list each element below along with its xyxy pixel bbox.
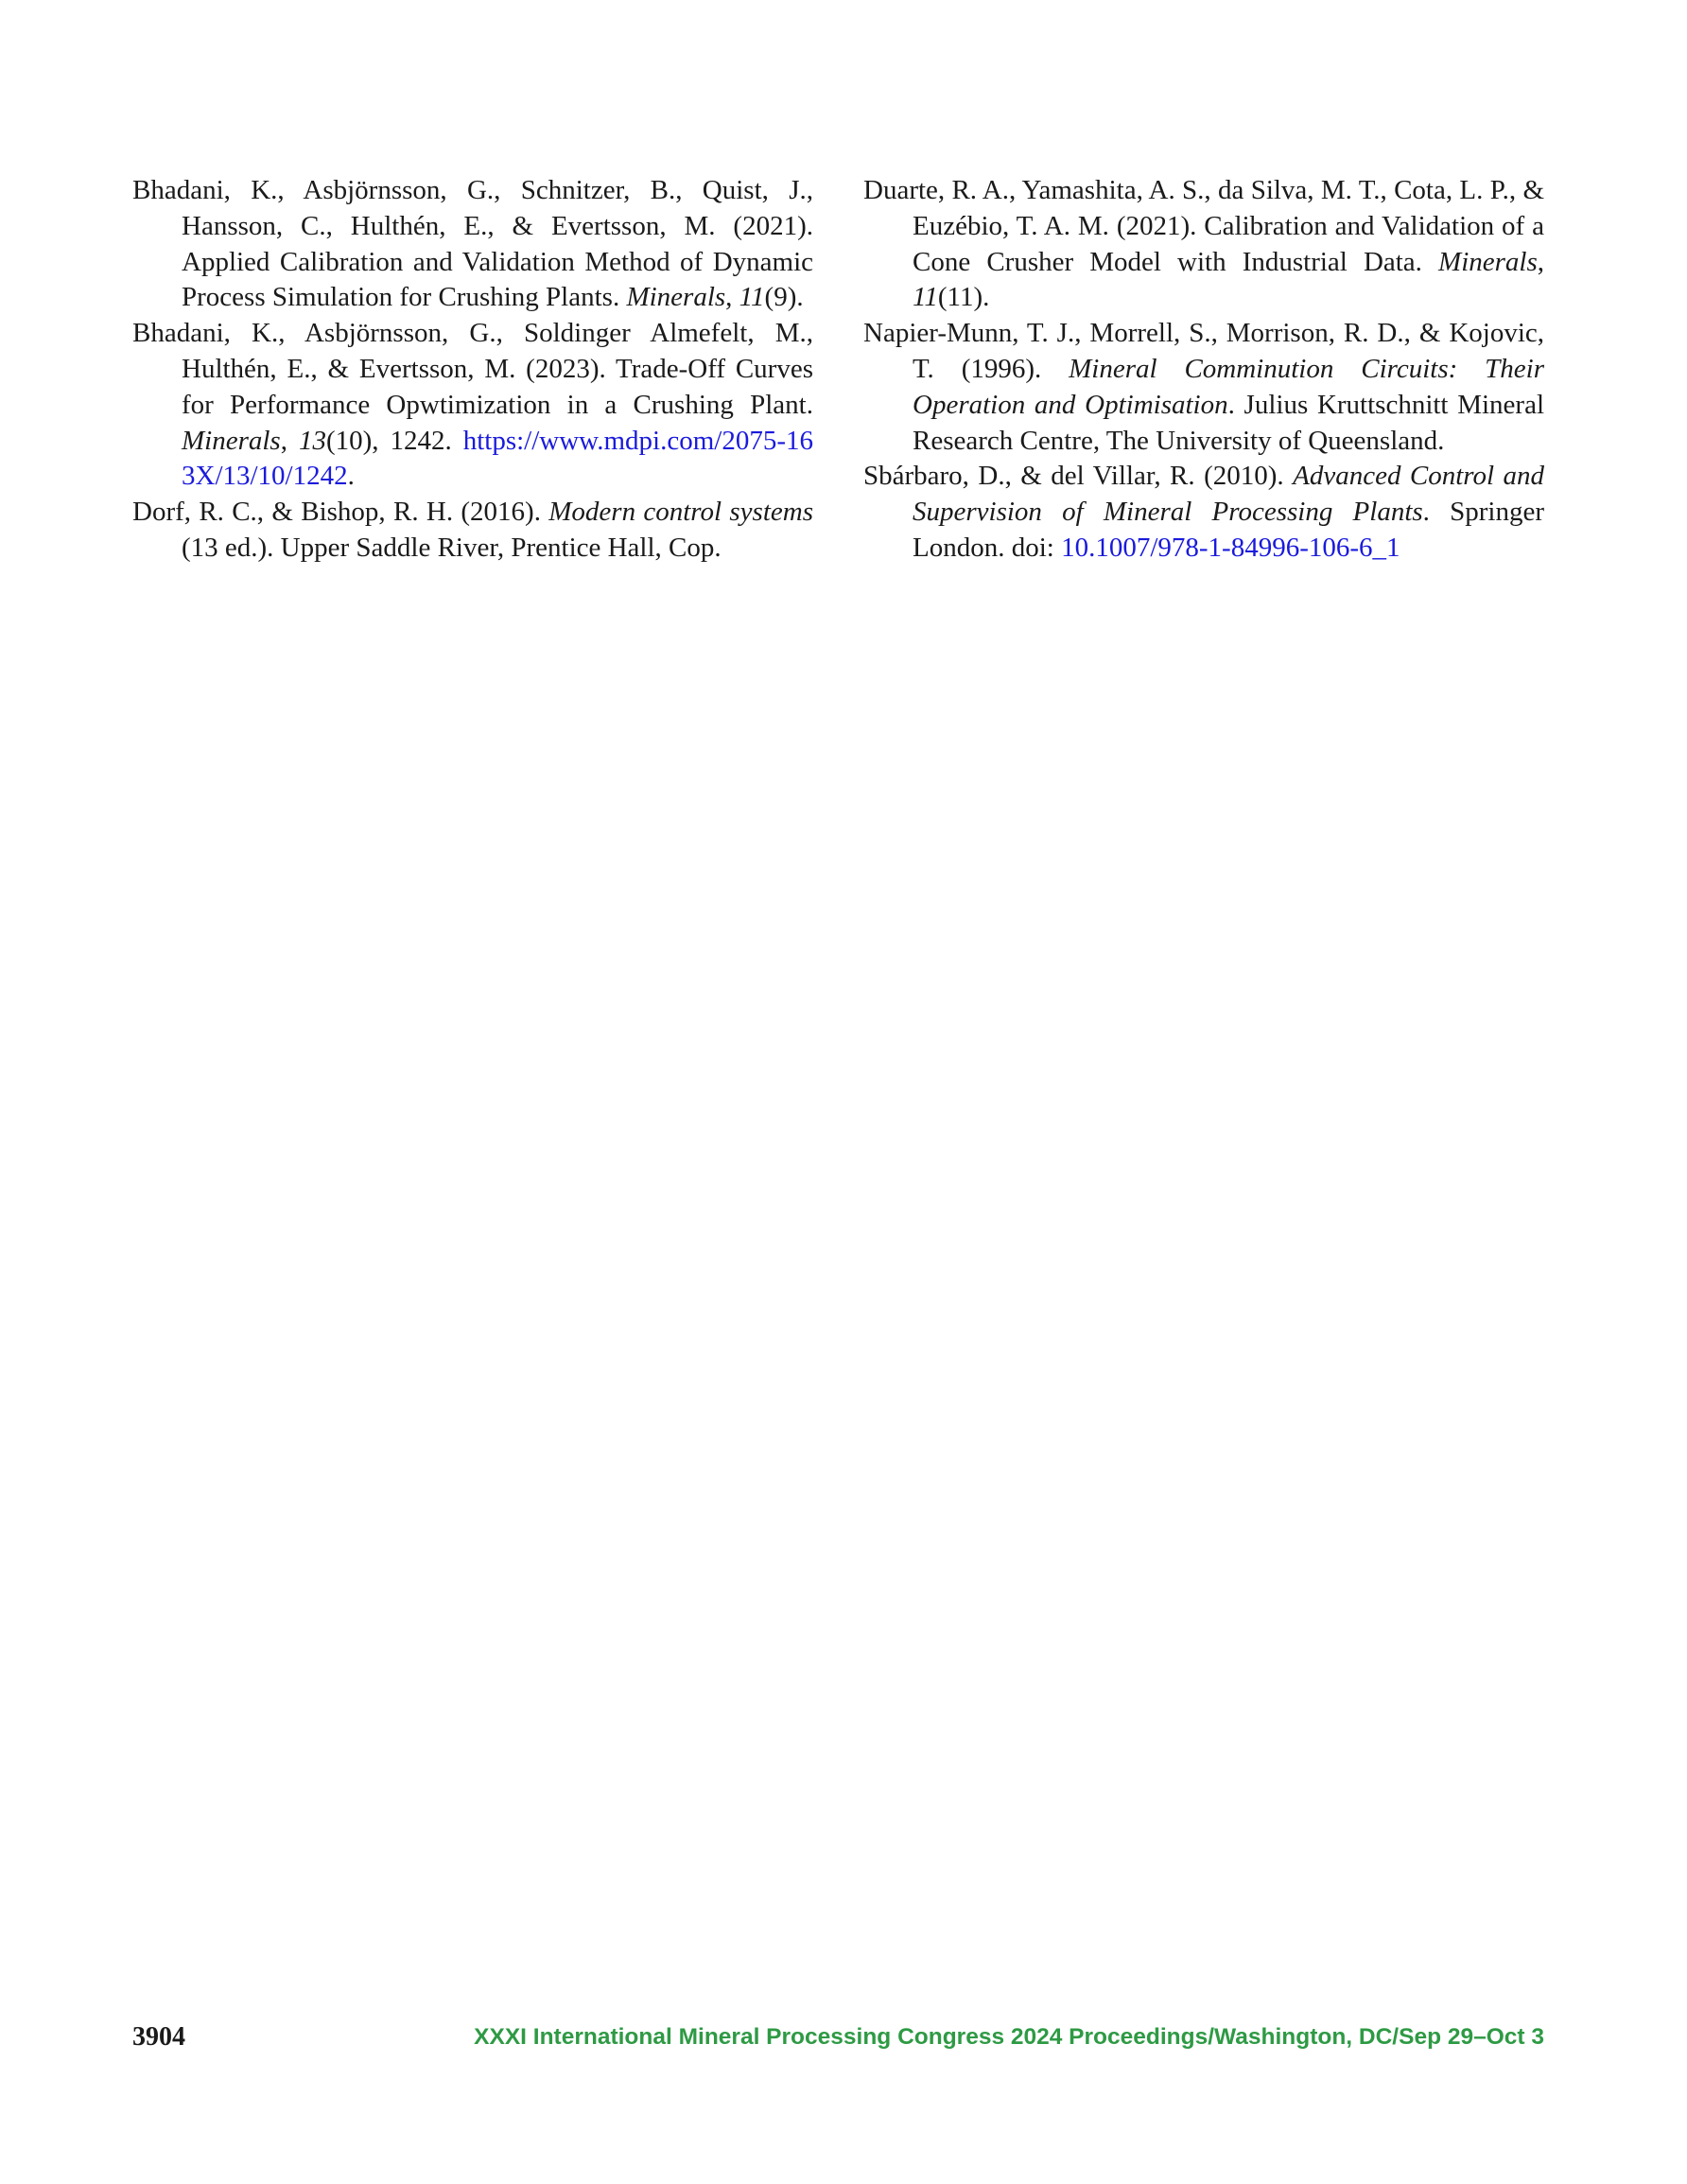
reference-entry	[863, 316, 1544, 459]
reference-text: . Julius Kruttschnitt Mineral Research Centre, The University of Queensland.	[913, 389, 1545, 456]
reference-italic-text: Advanced Control and Supervision of Mineral Processing Plants	[913, 461, 1544, 528]
running-footer-title: XXXI International Mineral Processing Congress 2024 Proceedings/Washington, DC/Sep 29–Oct 3	[474, 2024, 1544, 2050]
references-left-column	[132, 173, 813, 567]
reference-text: ,	[280, 425, 299, 456]
reference-entry	[863, 459, 1544, 566]
reference-italic-text: Minerals	[1438, 246, 1538, 277]
reference-text: Dorf, R. C., & Bishop, R. H. (2016).	[132, 497, 549, 528]
reference-entry	[863, 173, 1544, 316]
reference-entry	[132, 495, 813, 567]
reference-italic-text: 11	[913, 282, 938, 313]
reference-entry	[132, 316, 813, 495]
reference-text: . Springer London. doi:	[913, 497, 1545, 563]
reference-text: .	[347, 461, 355, 492]
reference-text: Duarte, R. A., Yamashita, A. S., da Silva, M. T., Cota, L. P., & Euzébio, T. A. M. (2021). Calibration and Validation of a Cone Crusher Model with Industrial Data.	[863, 175, 1544, 277]
reference-text: ,	[1537, 246, 1544, 277]
reference-text: Bhadani, K., Asbjörnsson, G., Soldinger Almefelt, M., Hulthén, E., & Evertsson, M. (2023). Trade-Off Curves for Performance Opwtimization in a Crushing Plant.	[132, 318, 813, 420]
reference-text: Napier-Munn, T. J., Morrell, S., Morrison, R. D., & Kojovic, T. (1996).	[863, 318, 1544, 384]
page-footer	[132, 2022, 1544, 2060]
references-right-column	[863, 173, 1544, 567]
reference-italic-text: Minerals	[182, 425, 281, 456]
reference-text: (13 ed.). Upper Saddle River, Prentice Hall, Cop.	[182, 532, 722, 563]
reference-italic-text: 11	[739, 282, 765, 313]
reference-italic-text: Mineral Comminution Circuits: Their Operation and Optimisation	[913, 353, 1544, 420]
reference-text: Sbárbaro, D., & del Villar, R. (2010).	[863, 461, 1294, 492]
reference-link[interactable]: 10.1007/978-1-84996-106-6_1	[1061, 532, 1400, 563]
reference-entry	[132, 173, 813, 316]
reference-italic-text: 13	[298, 425, 326, 456]
reference-text: (9).	[764, 282, 804, 313]
reference-italic-text: Modern control systems	[548, 497, 813, 528]
reference-text: (10), 1242.	[325, 425, 463, 456]
reference-text: (11).	[937, 282, 990, 313]
reference-italic-text: Minerals	[626, 282, 726, 313]
reference-text: Bhadani, K., Asbjörnsson, G., Schnitzer, B., Quist, J., Hansson, C., Hulthén, E., & Evertsson, M. (2021). Applied Calibration and Validation Method of Dynamic Process Simulation for Crushing Plants.	[132, 175, 813, 313]
page-number: 3904	[132, 2022, 185, 2052]
reference-link[interactable]: https://www.mdpi.com/2075-163X/13/10/1242	[182, 425, 813, 492]
reference-text: ,	[725, 282, 739, 313]
